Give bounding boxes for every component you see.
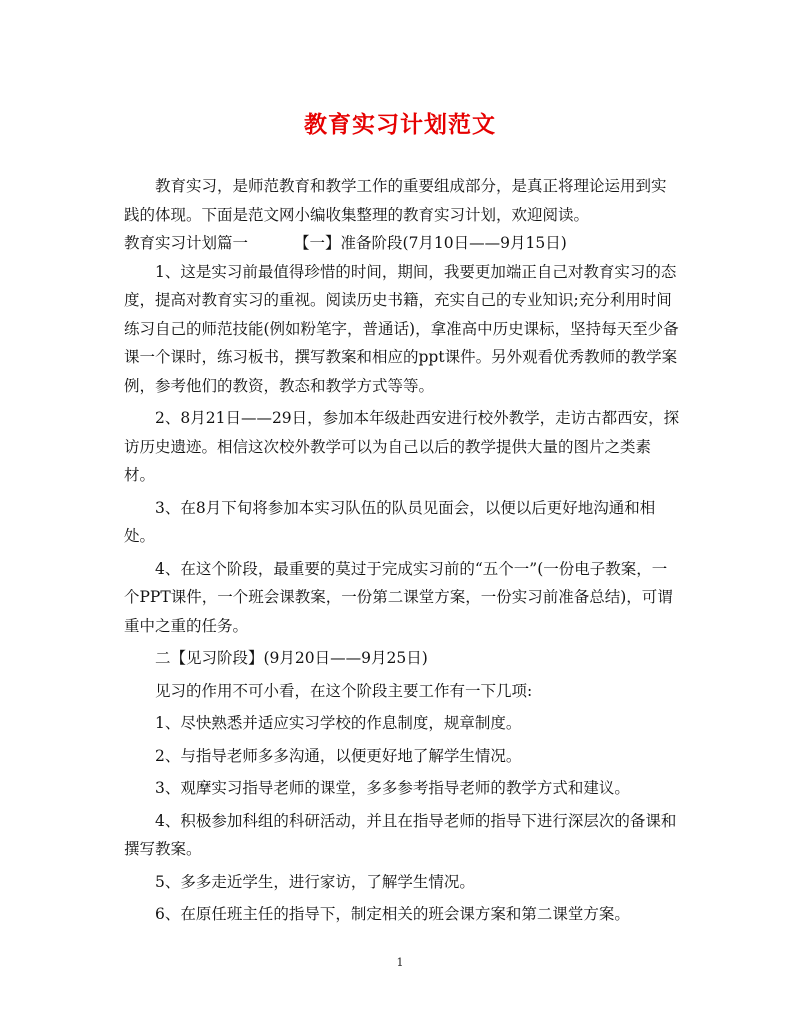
plan-heading — [124, 229, 680, 258]
stage2-item-2: 2、与指导老师多多沟通，以便更好地了解学生情况。 — [155, 746, 522, 765]
prep-item-4: 4、在这个阶段，最重要的莫过于完成实习前的“五个一”(一份电子教案，一个PPT课件，一个班会课教案，一份第二课堂方案，一份实习前准备总结)，可谓重中之重的任务。 — [124, 559, 673, 635]
page-number: 1 — [396, 956, 404, 969]
plan-heading-title: 教育实习计划篇一 — [124, 234, 249, 252]
stage2-item-5: 5、多多走近学生，进行家访，了解学生情况。 — [155, 872, 475, 891]
plan-heading-stage: 【一】准备阶段(7月10日——9月15日) — [294, 234, 567, 252]
prep-item-2: 2、8月21日——29日，参加本年级赴西安进行校外教学，走访古都西安，探访历史遗迹。相信这次校外教学可以为自己以后的教学提供大量的图片之类素材。 — [124, 409, 680, 484]
stage2-item-1: 1、尽快熟悉并适应实习学校的作息制度，规章制度。 — [155, 714, 522, 732]
prep-item-3: 3、在8月下旬将参加本实习队伍的队员见面会，以便以后更好地沟通和相处。 — [124, 498, 656, 545]
prep-item-1: 1、这是实习前最值得珍惜的时间，期间，我要更加端正自己对教育实习的态度，提高对教育实习的重视。阅读历史书籍，充实自己的专业知识;充分利用时间练习自己的师范技能(例如粉笔字，普通话)，拿准高中历史课标，坚持每天至少备课一个课时，练习板书，撰写教案和相应的ppt课件。另外观看优秀教师的教学案例，参考他们的教资，教态和教学方式等等。 — [124, 262, 679, 395]
document-body — [124, 172, 680, 929]
document-title: 教育实习计划范文 — [304, 111, 496, 138]
stage2-item-6: 6、在原任班主任的指导下，制定相关的班会课方案和第二课堂方案。 — [155, 905, 630, 923]
intro-paragraph: 教育实习，是师范教育和教学工作的重要组成部分，是真正将理论运用到实践的体现。下面是范文网小编收集整理的教育实习计划，欢迎阅读。 — [124, 177, 667, 224]
stage2-intro: 见习的作用不可小看，在这个阶段主要工作有一下几项: — [155, 681, 533, 700]
stage2-heading: 二【见习阶段】(9月20日——9月25日) — [155, 649, 428, 667]
stage2-item-3: 3、观摩实习指导老师的课堂，多多参考指导老师的教学方式和建议。 — [155, 779, 630, 797]
stage2-item-4: 4、积极参加科组的科研活动，并且在指导老师的指导下进行深层次的备课和撰写教案。 — [124, 811, 677, 858]
